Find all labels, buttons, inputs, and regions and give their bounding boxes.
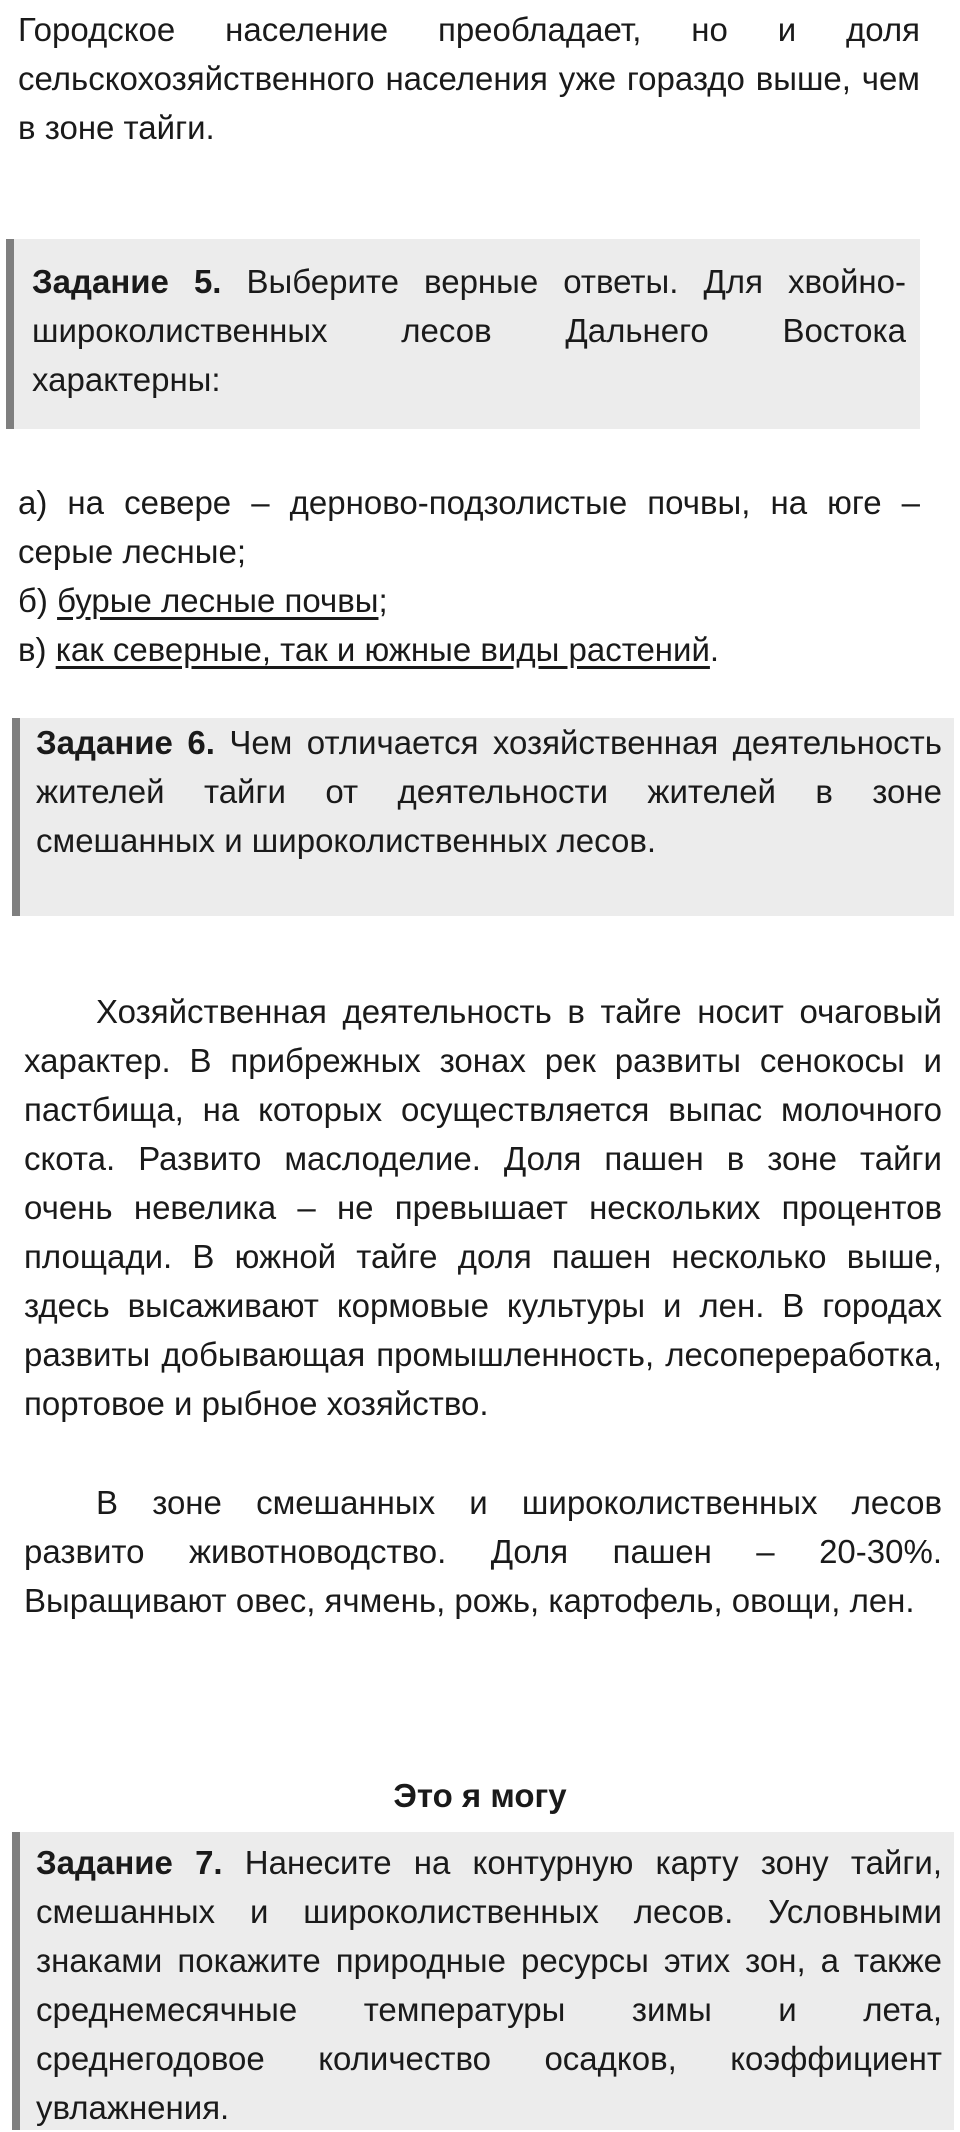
answer-5c (18, 625, 719, 674)
answer-5b-correct: бурые лесные почвы (57, 582, 379, 619)
task-7-label: Задание 7. (36, 1844, 223, 1881)
task-6-text: Чем отличается хозяйственная деятельность жителей тайги от деятельности жителей в зоне смешанных и широколиственных лесов. (36, 724, 942, 859)
answer-5b-prefix: б) (18, 582, 58, 619)
answer-6-paragraph-1: Хозяйственная деятельность в тайге носит очаговый характер. В прибрежных зонах рек развиты сенокосы и пастбища, на которых осуществляется выпас молочного скота. Развито маслоделие. Доля пашен в зоне тайги очень невелика – не превышает нескольких процентов площади. В южной тайге доля пашен несколько выше, здесь высаживают кормовые культуры и лен. В городах развиты добывающая промышленность, лесопереработка, портовое и рыбное хозяйство. (24, 993, 942, 1422)
answer-5b (18, 576, 388, 625)
answer-5c-correct: как северные, так и южные виды растений (55, 631, 710, 668)
answer-5c-suffix: . (709, 631, 720, 668)
section-heading: Это я могу (393, 1777, 567, 1814)
task-5-box (6, 239, 920, 429)
task-5-text: Выберите верные ответы. Для хвойно-широколиственных лесов Дальнего Востока характерны: (32, 263, 906, 398)
intro-paragraph: Городское население преобладает, но и доля сельскохозяйственного населения уже гораздо выше, чем в зоне тайги. (18, 11, 920, 146)
answer-5b-suffix: ; (378, 582, 388, 619)
task-7-text: Нанесите на контурную карту зону тайги, смешанных и широколиственных лесов. Условными знаками покажите природные ресурсы этих зон, а также среднемесячные температуры зимы и лета, среднегодовое количество осадков, коэффициент увлажнения. (36, 1844, 943, 2126)
answer-5a: а) на севере – дерново-подзолистые почвы, на юге – серые лесные; (18, 484, 920, 570)
answer-6-paragraph-2: В зоне смешанных и широколиственных лесов развито животноводство. Доля пашен – 20-30%. Выращивают овес, ячмень, рожь, картофель, овощи, лен. (24, 1484, 942, 1619)
task-7-box (12, 1832, 954, 2130)
answer-5c-prefix: в) (18, 631, 56, 668)
task-5-label: Задание 5. (32, 263, 222, 300)
task-6-label: Задание 6. (36, 724, 215, 761)
task-6-box (12, 718, 954, 916)
